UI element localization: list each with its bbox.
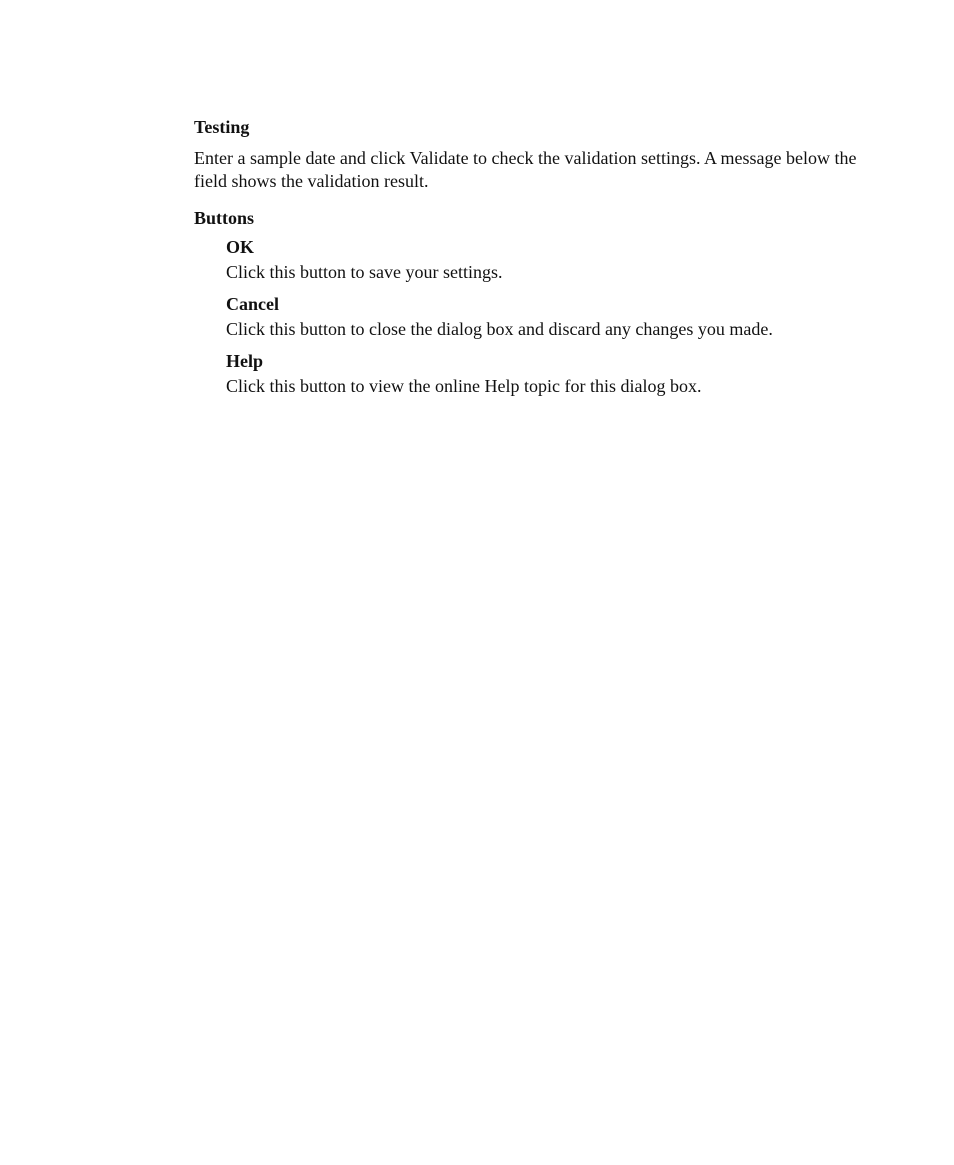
cancel-description: Click this button to close the dialog box and discard any changes you made.	[226, 319, 773, 339]
definition-item-help	[226, 350, 874, 397]
testing-section	[194, 116, 874, 192]
buttons-heading: Buttons	[194, 208, 255, 228]
help-description: Click this button to view the online Help topic for this dialog box.	[226, 376, 702, 396]
cancel-term: Cancel	[226, 294, 279, 314]
testing-heading: Testing	[194, 117, 250, 137]
definition-item-ok	[226, 236, 874, 283]
ok-description: Click this button to save your settings.	[226, 262, 503, 282]
document-page	[194, 116, 874, 397]
buttons-section	[194, 207, 874, 397]
help-term: Help	[226, 351, 264, 371]
testing-paragraph: Enter a sample date and click Validate to check the validation settings. A message below the field shows the validation result.	[194, 148, 857, 191]
ok-term: OK	[226, 237, 255, 257]
buttons-definition-list	[226, 236, 874, 397]
definition-item-cancel	[226, 293, 874, 340]
